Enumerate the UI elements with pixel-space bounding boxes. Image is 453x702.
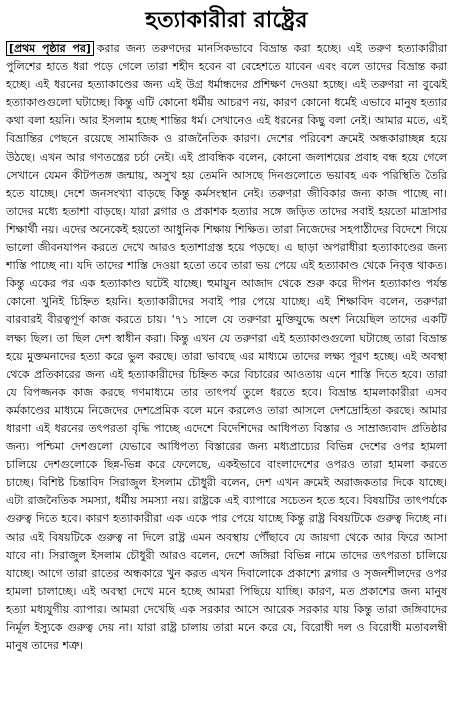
article-body [6, 40, 447, 655]
continued-from-front-page-label: [প্রথম পৃষ্ঠার পর] [6, 41, 94, 56]
article-text: করার জন্য তরুণদের মানসিকভাবে বিভ্রান্ত করা হচ্ছে। এই তরুণ হত্যাকারীরা পুলিশের হাতে ধরা পড়ে গেলে তারা শহীদ হবেন বা বেহেশতে যাবেন এবং বলে তাদের বিভ্রান্ত করা হচ্ছে। এই ধরনের হত্যাকাণ্ডের জন্য এই উগ্র ধর্মান্ধদের প্রশিক্ষণ দেওয়া হচ্ছে। এই তরুণরা না বুঝেই হত্যাকাণ্ডগুলো ঘটাচ্ছে। কিন্তু এটি কোনো ধর্মীয় আচরণ নয়, কারণ কোনো ধর্মেই এভাবে মানুষ হত্যার কথা বলা হয়নি। আর ইসলাম হচ্ছে শান্তির ধর্ম। সেখানেও এই ধরনের কিছু বলা নেই। আমার মতে, এই বিভ্রান্তির পেছনে রয়েছে সামাজিক ও রাজনৈতিক কারণ। দেশের পরিবেশ ক্রমেই অন্ধকারাচ্ছন্ন হয়ে উঠছে। এখন আর গণতন্ত্রের চর্চা নেই। এই প্রাবন্ধিক বলেন, কোনো জলাশয়ের প্রবাহ বন্ধ হয়ে গেলে সেখানে যেমন কীটপতঙ্গ জন্মায়, অসুখ হয় তেমনি আসছে দিনগুলোতে ভয়াবহ এক পরিস্থিতি তৈরি হতে যাচ্ছে। দেশে জনসংখ্যা বাড়ছে কিন্তু কর্মসংস্থান নেই। তরুণরা জীবিকার জন্য কাজ পাচ্ছে না। তাদের মধ্যে হতাশা বাড়ছে। যারা ব্লগার ও প্রকাশক হত্যার সঙ্গে জড়িত তাদের সবাই হয়তো মাদ্রাসার শিক্ষার্থী নয়। এদের অনেকেই হয়তো আধুনিক শিক্ষায় শিক্ষিত। তারা নিজেদের সহপাঠীদের বিদেশে গিয়ে ভালো জীবনযাপন করতে দেখে আরও হতাশাগ্রস্ত হয়ে পড়ছে। এ ছাড়া অপরাধীরা হত্যাকাণ্ডের জন্য শাস্তি পাচ্ছে না। যদি তাদের শাস্তি দেওয়া হতো তবে তারা ভয় পেয়ে এই হত্যাকাণ্ড থেকে নিবৃত্ত থাকত। কিন্তু একের পর এক হত্যাকাণ্ড ঘটেই যাচ্ছে। হুমায়ুন আজাদ থেকে শুরু করে দীপন হত্যাকাণ্ড পর্যন্ত কোনো খুনিই চিহ্নিত হয়নি। হত্যাকারীদের সবাই পার পেয়ে যাচ্ছে। এই শিক্ষাবিদ বলেন, তরুণরা বারবারই বীরত্বপূর্ণ কাজ করতে চায়। '৭১ সালে যে তরুণরা মুক্তিযুদ্ধে অংশ নিয়েছিল তাদের একটি লক্ষ্য ছিল। তা ছিল দেশ স্বাধীন করা। কিন্তু এখন যে তরুণরা এই হত্যাকাণ্ডগুলো ঘটাচ্ছে তারা বিভ্রান্ত হয়ে মুক্তমনাদের হত্যা করে ভুল করছে। তারা ভাবছে এর মাধ্যমে তাদের লক্ষ্য পূরণ হচ্ছে। এই অবস্থা থেকে প্রতিকারের জন্য এই হত্যাকারীদের চিহ্নিত করে বিচারের আওতায় এনে শাস্তি দিতে হবে। তারা যে বিপজ্জনক কাজ করছে গণমাধ্যমে তার তাৎপর্য তুলে ধরতে হবে। বিভ্রান্ত হামলাকারীরা এসব কর্মকাণ্ডের মাধ্যমে নিজেদের দেশপ্রেমিক বলে মনে করলেও তারা আসলে দেশদ্রোহিতা করছে। আমার ধারণা এই ধরনের তৎপরতা বৃদ্ধি পাচ্ছে এদেশে বিদেশিদের আধিপত্য বিস্তার ও সাম্রাজ্যবাদ প্রতিষ্ঠার জন্য। পশ্চিমা দেশগুলো যেভাবে আধিপত্য বিস্তারের জন্য মধ্যপ্রাচ্যের বিভিন্ন দেশের ওপর হামলা চালিয়ে দেশগুলোকে ছিন্ন-ভিন্ন করে ফেলেছে, একইভাবে বাংলাদেশের ওপরও তারা হামলা করতে চাচ্ছে। বিশিষ্ট চিন্তাবিদ সিরাজুল ইসলাম চৌধুরী বলেন, দেশ এখন ক্রমেই অরাজকতার দিকে যাচ্ছে। এটা রাজনৈতিক সমস্যা, ধর্মীয় সমস্যা নয়। রাষ্ট্রকে এই ব্যাপারে সচেতন হতে হবে। বিষয়টির তাৎপর্যকে গুরুত্ব দিতে হবে। কারণ হত্যাকারীরা এক একে পার পেয়ে যাচ্ছে কিন্তু রাষ্ট্র বিষয়টিকে গুরুত্ব দিচ্ছে না। আর এই বিষয়টিকে গুরুত্ব না দিলে রাষ্ট্র এমন অবস্থায় পৌঁছাবে যে জায়গা থেকে আর ফিরে আসা যাবে না। সিরাজুল ইসলাম চৌধুরী আরও বলেন, দেশে জঙ্গিরা বিভিন্ন নামে তাদের তৎপরতা চালিয়ে যাচ্ছে। আগে তারা রাতের অন্ধকারে খুন করত এখন দিবালোকে প্রকাশ্যে ব্লগার ও সৃজনশীলদের ওপর হামলা চালাচ্ছে। এই অবস্থা দেখে মনে হচ্ছে আমরা পিছিয়ে যাচ্ছি। কারণ, মত প্রকাশের জন্য মানুষ হত্যা মধ্যযুগীয় ব্যাপার। আমরা দেখেছি এক সরকার আসে আরেক সরকার যায় কিন্তু তারা জঙ্গিবাদের নির্মূল ইস্যুকে গুরুত্ব দেয় না। যারা রাষ্ট্র চালায় তারা মনে করে যে, বিরোধী দল ও বিরোধী মতাবলম্বী মানুষ তাদের শত্রু। [6, 42, 447, 653]
article-headline: হত্যাকারীরা রাষ্ট্রের [145, 8, 308, 33]
